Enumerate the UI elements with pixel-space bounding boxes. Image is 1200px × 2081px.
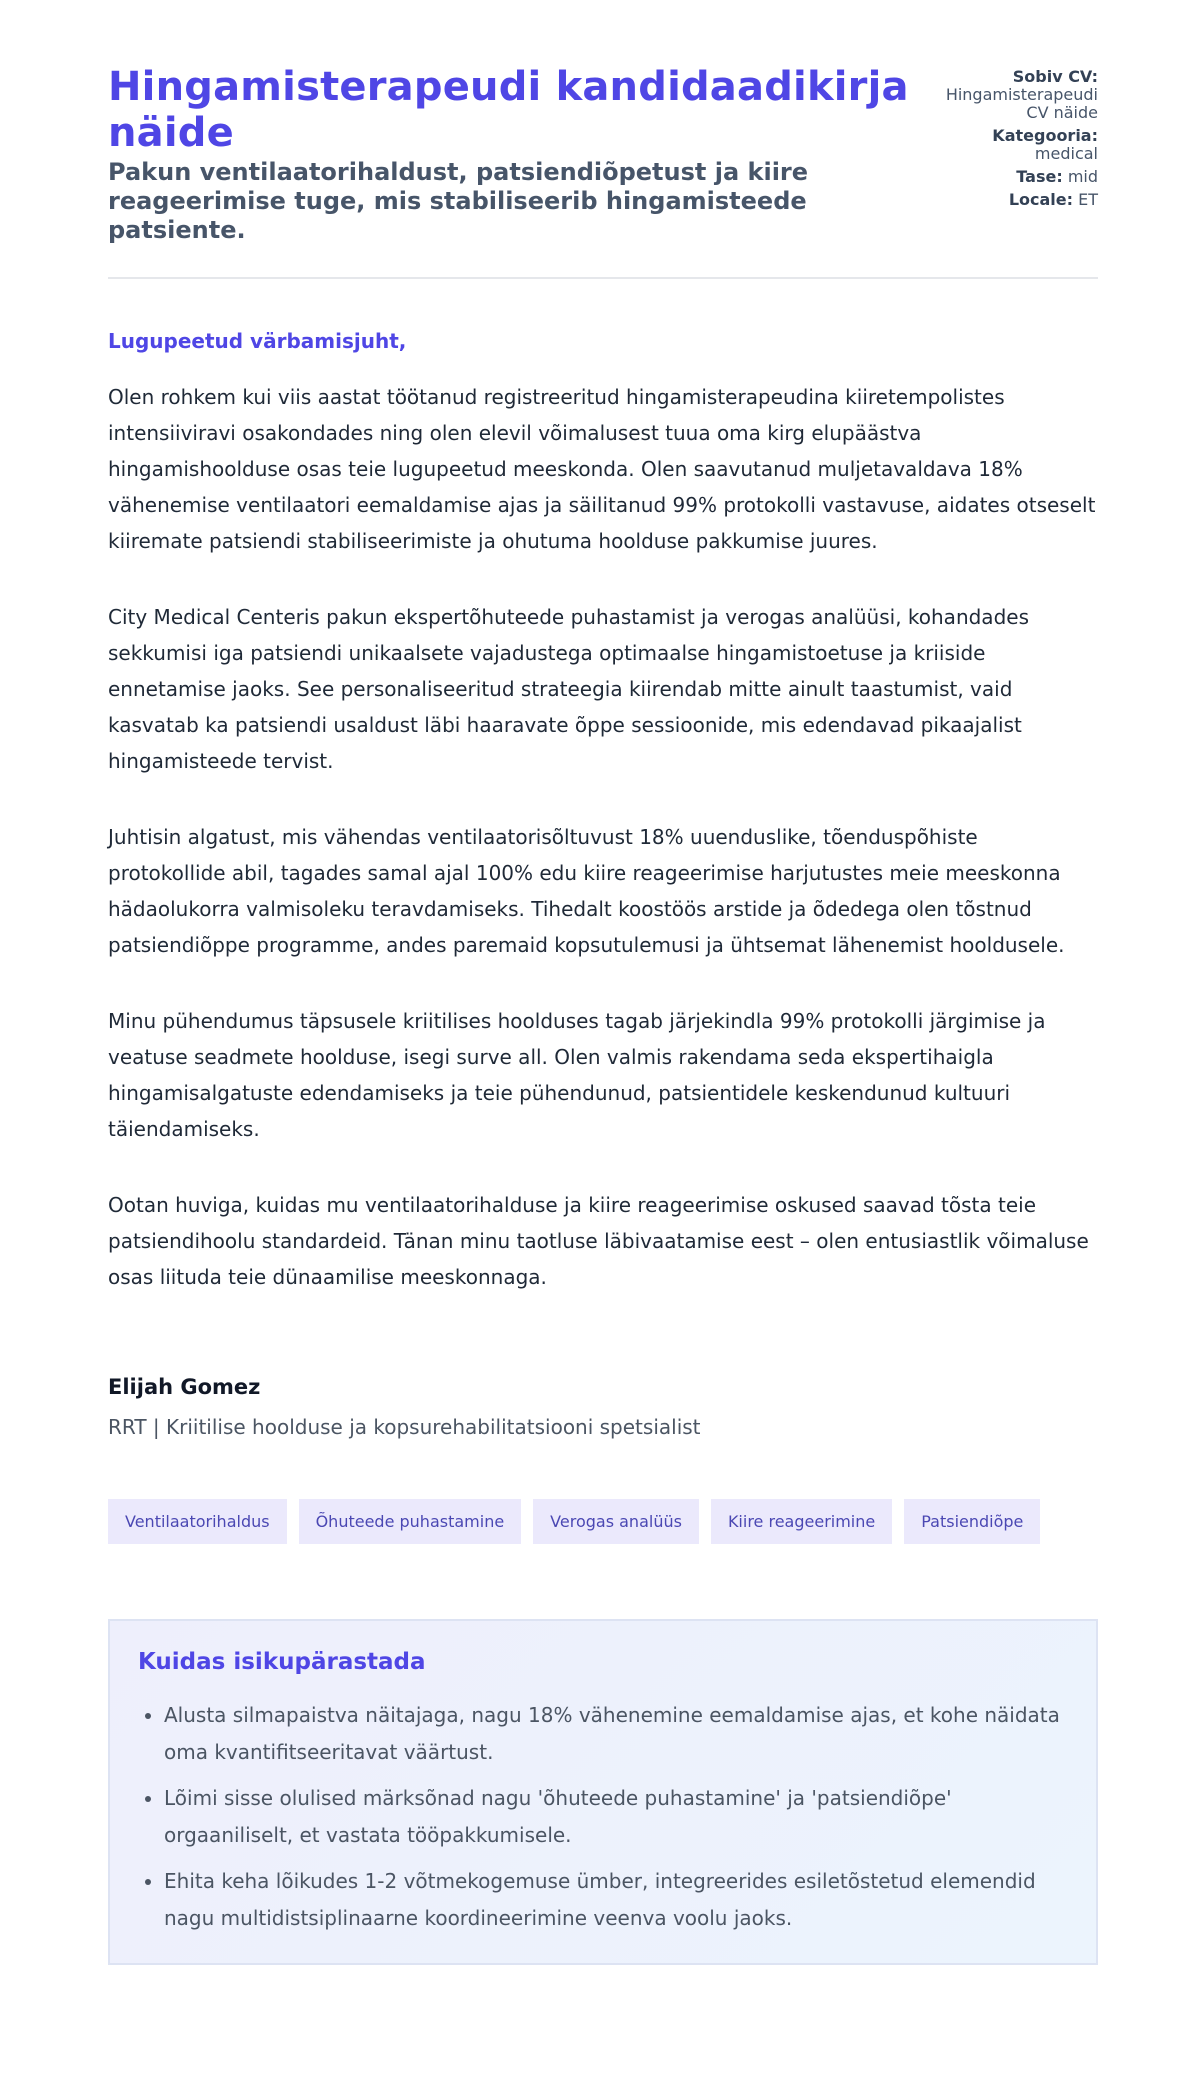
personalization-tips [108, 1619, 1098, 1965]
tips-title: Kuidas isikupärastada [138, 1649, 426, 1675]
meta-cv-label: Sobiv CV: [1012, 67, 1098, 86]
letter-greeting: Lugupeetud värbamisjuht, [108, 329, 407, 353]
tips-list [138, 1697, 1068, 1937]
letter-body [108, 329, 1098, 1439]
page-title: Hingamisterapeudi kandidaadikirja näide [108, 64, 909, 156]
tip-item: • Lõimi sisse olulised märksõnad nagu 'õhuteede puhastamine' ja 'patsiendiõpe' orgaaniliselt, et vastata tööpakkumisele. [164, 1780, 1068, 1854]
letter-paragraph: Ootan huviga, kuidas mu ventilaatorihalduse ja kiire reageerimise oskused saavad tõsta teie patsiendihoolu standardeid. Tänan minu taotluse läbivaatamise eest – olen entusiastlik võimaluse osas liituda teie dünaamilise meeskonnaga. [108, 1193, 1089, 1289]
meta-locale-value: ET [1078, 190, 1098, 209]
header-titles [108, 64, 920, 245]
meta-category-label: Kategooria: [992, 126, 1098, 145]
tip-item: • Alusta silmapaistva näitajaga, nagu 18% vähenemine eemaldamise ajas, et kohe näidata oma kvantifitseeritavat väärtust. [164, 1697, 1068, 1771]
skill-tag: Kiire reageerimine [711, 1499, 892, 1544]
letter-paragraph: City Medical Centeris pakun ekspertõhuteede puhastamist ja verogas analüüsi, kohandades sekkumisi iga patsiendi unikaalsete vajadustega optimaalse hingamistoetuse ja kriiside ennetamise jaoks. See personaliseeritud strateegia kiirendab mitte ainult taastumist, vaid kasvatab ka patsiendi usaldust läbi haaravate õppe sessioonide, mis edendavad pikaajalist hingamisteede tervist. [108, 605, 1029, 773]
skill-tag: Patsiendiõpe [904, 1499, 1040, 1544]
skill-tags [108, 1499, 1098, 1544]
page-subtitle: Pakun ventilaatorihaldust, patsiendiõpetust ja kiire reageerimise tuge, mis stabiliseerib hingamisteede patsiente. [108, 158, 809, 244]
meta-cv-value: Hingamisterapeudi CV näide [945, 85, 1098, 122]
signature-name: Elijah Gomez [108, 1375, 261, 1399]
meta-level [920, 168, 1098, 186]
tip-item: • Ehita keha lõikudes 1-2 võtmekogemuse ümber, integreerides esiletõstetud elemendid nagu multidistsiplinaarne koordineerimine veenva voolu jaoks. [164, 1863, 1068, 1937]
meta-locale [920, 191, 1098, 209]
signature-title: RRT | Kriitilise hoolduse ja kopsurehabilitatsiooni spetsialist [108, 1415, 701, 1439]
meta-locale-label: Locale: [1008, 190, 1074, 209]
meta-category-value: medical [1034, 144, 1098, 163]
letter-paragraph: Juhtisin algatust, mis vähendas ventilaatorisõltuvust 18% uuenduslike, tõenduspõhiste protokollide abil, tagades samal ajal 100% edu kiire reageerimise harjutustes meie meeskonna hädaolukorra valmisoleku teravdamiseks. Tihedalt koostöös arstide ja õdedega olen tõstnud patsiendiõppe programme, andes paremaid kopsutulemusi ja ühtsemat lähenemist hooldusele. [108, 825, 1065, 957]
meta-category [920, 127, 1098, 163]
skill-tag: Verogas analüüs [533, 1499, 699, 1544]
meta-panel [920, 68, 1098, 214]
letter-paragraph: Minu pühendumus täpsusele kriitilises hoolduses tagab järjekindla 99% protokolli järgimise ja veatuse seadmete hoolduse, isegi surve all. Olen valmis rakendama seda ekspertihaigla hingamisalgatuste edendamiseks ja teie pühendunud, patsientidele keskendunud kultuuri täiendamiseks. [108, 1009, 1046, 1141]
skill-tag: Õhuteede puhastamine [299, 1499, 522, 1544]
meta-level-value: mid [1067, 167, 1098, 186]
meta-level-label: Tase: [1016, 167, 1063, 186]
letter-paragraph: Olen rohkem kui viis aastat töötanud registreeritud hingamisterapeudina kiiretempolistes intensiiviravi osakondades ning olen elevil võimalusest tuua oma kirg elupäästva hingamishoolduse osas teie lugupeetud meeskonda. Olen saavutanud muljetavaldava 18% vähenemise ventilaatori eemaldamise ajas ja säilitanud 99% protokolli vastavuse, aidates otseselt kiiremate patsiendi stabiliseerimiste ja ohutuma hoolduse pakkumise juures. [108, 385, 1096, 553]
page-header [108, 64, 1098, 279]
meta-cv [920, 68, 1098, 122]
skill-tag: Ventilaatorihaldus [108, 1499, 287, 1544]
